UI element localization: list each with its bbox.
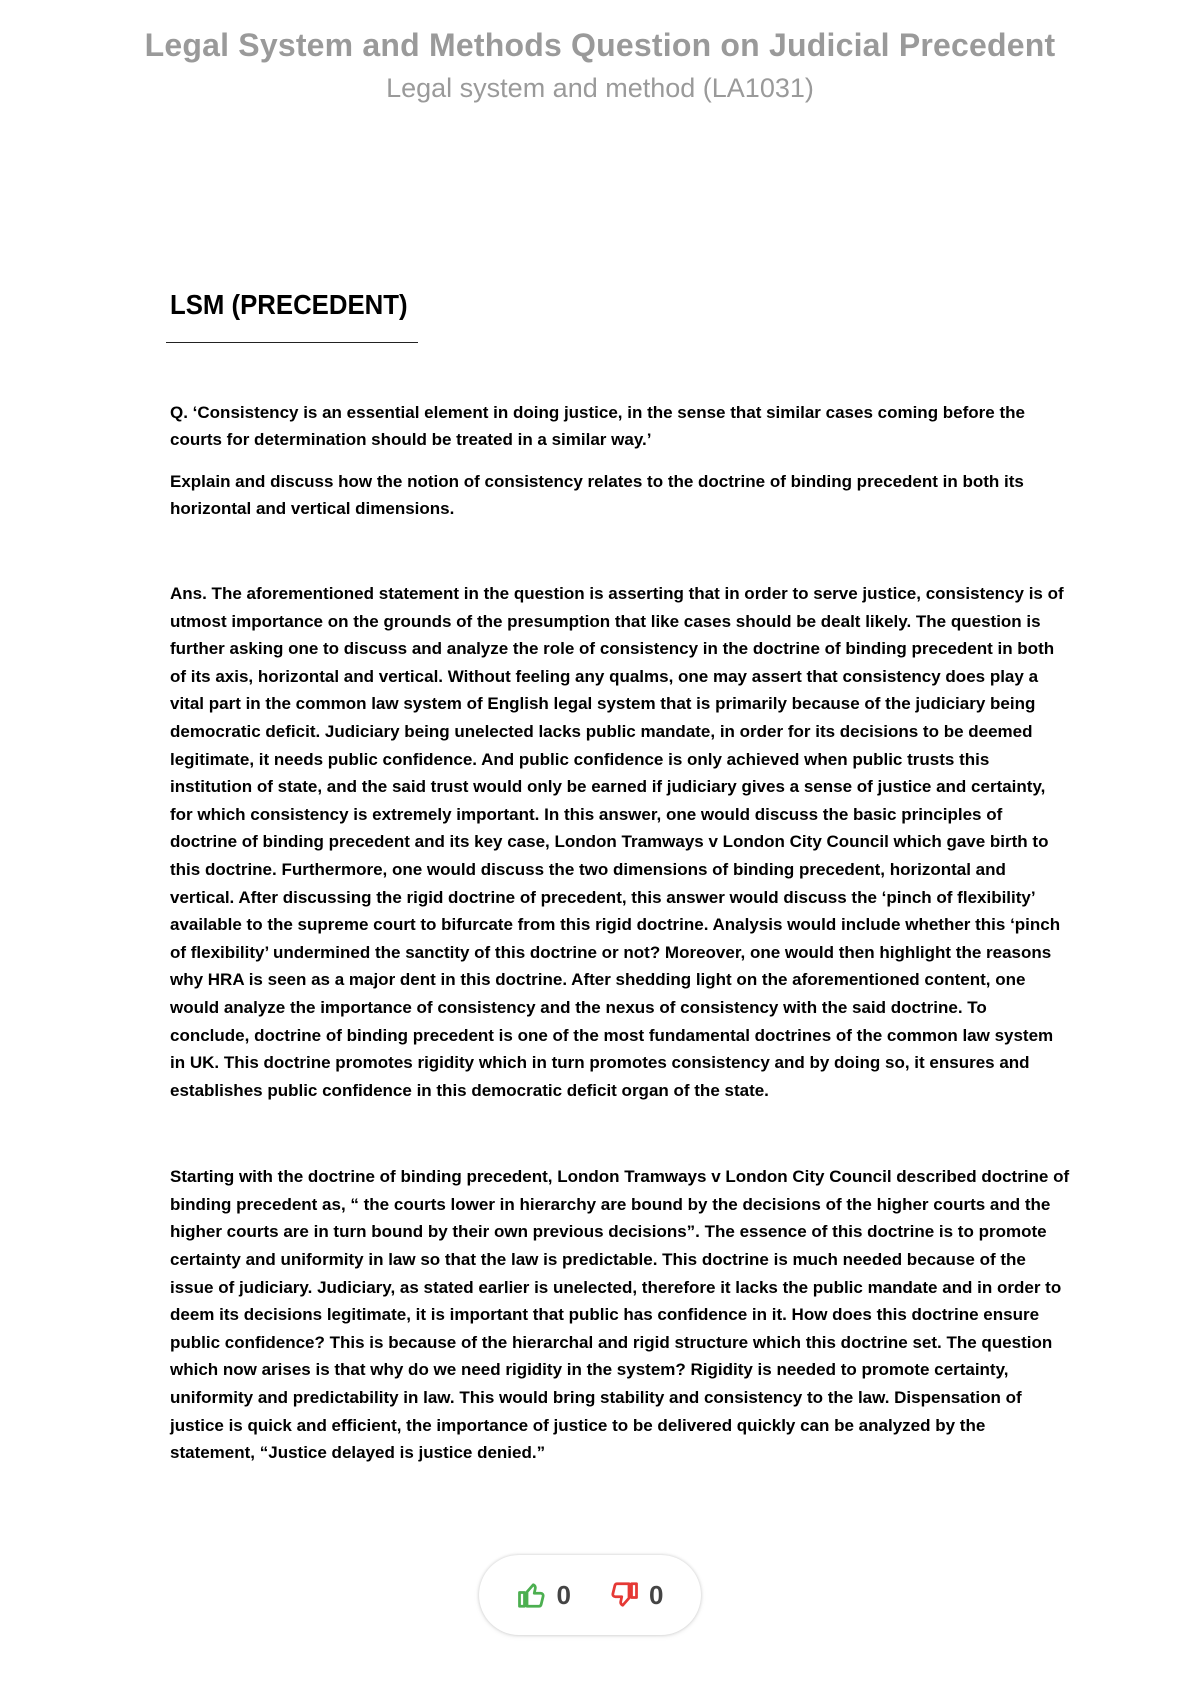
vote-bar: [479, 1555, 701, 1635]
thumbs-up-icon: [517, 1580, 547, 1610]
document-subtitle: Legal system and method (LA1031): [386, 73, 814, 103]
downvote-button[interactable]: [609, 1580, 663, 1611]
heading-underline: [166, 342, 418, 343]
downvote-count: 0: [649, 1579, 664, 1610]
upvote-button[interactable]: [517, 1580, 571, 1611]
upvote-count: 0: [556, 1579, 571, 1610]
answer-paragraph-1: Ans. The aforementioned statement in the question is asserting that in order to serve justice, consistency is of utmost importance on the grounds of the presumption that like cases should be dealt likely. The question is further asking one to discuss and analyze the role of consistency in the doctrine of binding precedent in both of its axis, horizontal and vertical. Without feeling any qualms, one may assert that consistency does play a vital part in the common law system of English legal system that is primarily because of the judiciary being democratic deficit. Judiciary being unelected lacks public mandate, in order for its decisions to be deemed legitimate, it needs public confidence. And public confidence is only achieved when public trusts this institution of state, and the said trust would only be earned if judiciary gives a sense of justice and certainty, for which consistency is extremely important. In this answer, one would discuss the basic principles of doctrine of binding precedent and its key case, London Tramways v London City Council which gave birth to this doctrine. Furthermore, one would discuss the two dimensions of binding precedent, horizontal and vertical. After discussing the rigid doctrine of precedent, this answer would discuss the ‘pinch of flexibility’ available to the supreme court to bifurcate from this rigid doctrine. Analysis would include whether this ‘pinch of flexibility’ undermined the sanctity of this doctrine or not? Moreover, one would then highlight the reasons why HRA is seen as a major dent in this doctrine. After shedding light on the aforementioned content, one would analyze the importance of consistency and the nexus of consistency with the said doctrine. To conclude, doctrine of binding precedent is one of the most fundamental doctrines of the common law system in UK. This doctrine promotes rigidity which in turn promotes consistency and by doing so, it ensures and establishes public confidence in this democratic deficit organ of the state.: [170, 584, 1064, 1100]
answer-paragraph-2: Starting with the doctrine of binding precedent, London Tramways v London City Council described doctrine of binding precedent as, “ the courts lower in hierarchy are bound by the decisions of the higher courts and the higher courts are in turn bound by their own previous decisions”. The essence of this doctrine is to promote certainty and uniformity in law so that the law is predictable. This doctrine is much needed because of the issue of judiciary. Judiciary, as stated earlier is unelected, therefore it lacks the public mandate and in order to deem its decisions legitimate, it is important that public has confidence in it. How does this doctrine ensure public confidence? This is because of the hierarchal and rigid structure which this doctrine set. The question which now arises is that why do we need rigidity in the system? Rigidity is needed to promote certainty, uniformity and predictability in law. This would bring stability and consistency to the law. Dispensation of justice is quick and efficient, the importance of justice to be delivered quickly can be analyzed by the statement, “Justice delayed is justice denied.”: [170, 1167, 1070, 1463]
document-body: [170, 285, 1070, 1467]
document-title: Legal System and Methods Question on Judicial Precedent: [144, 27, 1056, 63]
question-instruction: Explain and discuss how the notion of consistency relates to the doctrine of binding precedent in both its horizontal and vertical dimensions.: [170, 472, 1024, 518]
thumbs-down-icon: [609, 1580, 639, 1610]
section-heading: LSM (PRECEDENT): [170, 289, 408, 320]
question-statement: Q. ‘Consistency is an essential element in doing justice, in the sense that similar cases coming before the courts for determination should be treated in a similar way.’: [170, 403, 1025, 449]
document-header: [0, 22, 1200, 108]
